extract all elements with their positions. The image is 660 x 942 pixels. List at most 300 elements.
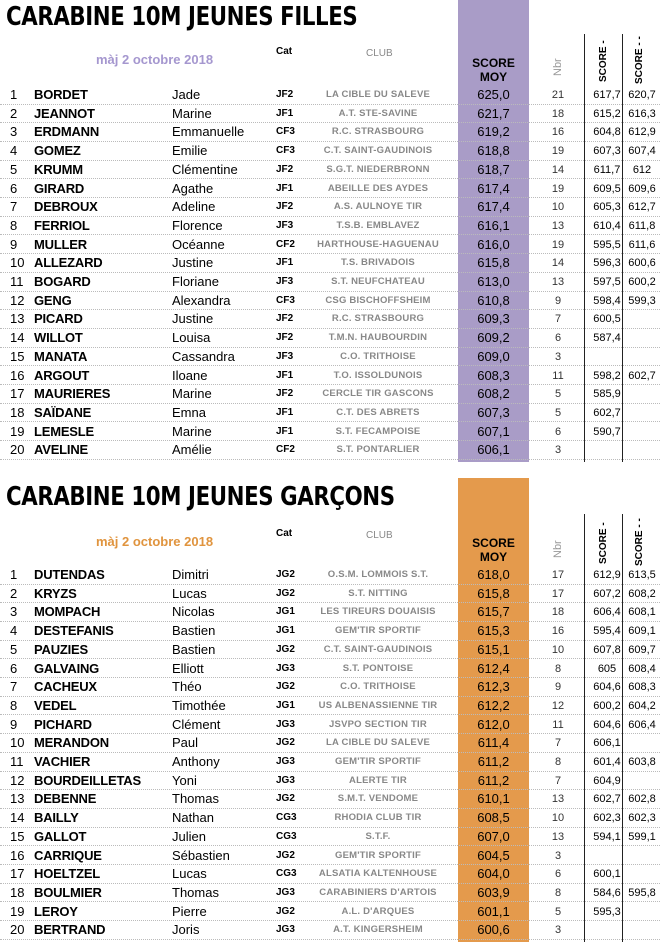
- last-name-cell: DUTENDAS: [34, 567, 105, 582]
- score-minus-minus-cell: 602,8: [628, 793, 656, 806]
- match-count-cell: 21: [551, 89, 565, 101]
- score-minus-cell: 600,1: [593, 868, 621, 881]
- average-score-cell: 625,0: [477, 87, 510, 102]
- score-minus-cell: 600,5: [593, 313, 621, 326]
- match-count-cell: 6: [554, 868, 562, 881]
- average-score-cell: 615,1: [477, 641, 510, 657]
- last-name-cell: BOGARD: [34, 274, 91, 289]
- club-cell: ALERTE TIR: [349, 774, 407, 786]
- boys-update-date: màj 2 octobre 2018: [96, 534, 214, 549]
- score-minus-cell: 604,9: [593, 774, 621, 787]
- girls-section: [0, 0, 660, 462]
- average-score-cell: 607,1: [477, 423, 510, 439]
- average-score-cell: 604,0: [477, 866, 510, 882]
- first-name-cell: Elliott: [172, 660, 204, 676]
- last-name-cell: HOELTZEL: [34, 866, 101, 882]
- club-cell: A.S. AULNOYE TIR: [333, 201, 423, 213]
- rank-cell: 14: [10, 810, 25, 826]
- category-cell: JG2: [276, 643, 295, 655]
- table-row: [0, 198, 660, 217]
- rank-cell: 13: [10, 791, 25, 807]
- score-minus-minus-cell: 599,3: [628, 294, 656, 307]
- table-row: [0, 678, 660, 697]
- score-minus-cell: 595,5: [593, 238, 621, 251]
- match-count-cell: 8: [554, 662, 562, 675]
- club-cell: S.M.T. VENDOME: [337, 793, 419, 805]
- rank-cell: 17: [10, 866, 25, 882]
- club-cell: R.C. STRASBOURG: [331, 126, 425, 138]
- last-name-cell: BORDET: [34, 87, 88, 102]
- table-row: [0, 367, 660, 386]
- club-cell: GEM'TIR SPORTIF: [334, 849, 421, 861]
- table-row: [0, 828, 660, 847]
- score-minus-minus-cell: 608,3: [628, 681, 656, 694]
- last-name-cell: BOULMIER: [34, 884, 102, 900]
- first-name-cell: Jade: [172, 87, 201, 102]
- first-name-cell: Thomas: [172, 791, 219, 807]
- rank-cell: 8: [10, 697, 18, 713]
- table-row: [0, 790, 660, 809]
- rank-cell: 12: [10, 292, 25, 308]
- club-cell: ALSATIA KALTENHOUSE: [318, 868, 438, 880]
- girls-title: CARABINE 10M JEUNES FILLES: [6, 2, 358, 32]
- category-cell: JG1: [276, 606, 295, 618]
- first-name-cell: Anthony: [172, 754, 220, 769]
- rank-cell: 9: [10, 716, 18, 732]
- rank-cell: 20: [10, 442, 25, 458]
- average-score-cell: 611,4: [477, 735, 510, 751]
- match-count-cell: 3: [554, 350, 562, 363]
- rank-cell: 4: [10, 143, 18, 159]
- last-name-cell: KRYZS: [34, 585, 77, 601]
- category-cell: JF3: [276, 350, 294, 362]
- score-minus-cell: 606,1: [593, 737, 621, 750]
- rank-cell: 1: [10, 87, 18, 102]
- club-cell: C.O. TRITHOISE: [340, 681, 416, 693]
- average-score-cell: 613,0: [477, 274, 510, 289]
- match-count-cell: 5: [554, 406, 562, 419]
- club-cell: LES TIREURS DOUAISIS: [320, 606, 436, 618]
- first-name-cell: Justine: [172, 255, 214, 271]
- average-score-cell: 612,3: [477, 679, 510, 695]
- table-row: [0, 180, 660, 199]
- average-score-cell: 609,2: [477, 330, 510, 346]
- boys-title: CARABINE 10M JEUNES GARÇONS: [6, 482, 395, 512]
- score-minus-minus-cell: 612,7: [628, 201, 656, 214]
- average-score-cell: 618,7: [477, 161, 510, 177]
- category-cell: JG1: [276, 699, 295, 711]
- last-name-cell: DEBENNE: [34, 791, 97, 807]
- score-minus-cell: 595,3: [593, 905, 621, 918]
- rank-cell: 5: [10, 641, 18, 657]
- match-count-cell: 12: [551, 699, 565, 712]
- last-name-cell: BOURDEILLETAS: [34, 772, 141, 788]
- match-count-cell: 10: [551, 812, 565, 825]
- match-count-cell: 11: [552, 369, 564, 382]
- average-score-cell: 606,1: [477, 442, 510, 458]
- match-count-cell: 14: [551, 163, 565, 176]
- first-name-cell: Amélie: [172, 442, 212, 458]
- score-minus-minus-cell: 600,6: [628, 257, 656, 270]
- table-row: [0, 348, 660, 367]
- last-name-cell: MANATA: [34, 348, 88, 364]
- score-minus-cell: 595,4: [593, 625, 621, 638]
- score-minus-cell: 590,7: [593, 425, 621, 438]
- score-minus-cell: 612,9: [593, 569, 621, 581]
- club-cell: C.O. TRITHOISE: [340, 350, 416, 362]
- table-row: [0, 142, 660, 161]
- score-minus-minus-cell: 606,4: [628, 718, 656, 731]
- score-minus-cell: 606,4: [593, 606, 621, 619]
- rank-cell: 13: [10, 311, 25, 327]
- match-count-cell: 6: [554, 425, 562, 438]
- match-count-cell: 19: [551, 145, 565, 158]
- last-name-cell: CARRIQUE: [34, 847, 102, 863]
- club-cell: A.T. KINGERSHEIM: [333, 924, 423, 936]
- score-minus-minus-cell: 608,4: [628, 662, 656, 675]
- average-score-cell: 609,0: [477, 348, 510, 364]
- rank-cell: 19: [10, 423, 25, 439]
- match-count-cell: 8: [554, 886, 562, 899]
- last-name-cell: SAÏDANE: [34, 404, 92, 420]
- last-name-cell: BERTRAND: [34, 922, 106, 938]
- category-cell: JF1: [276, 406, 294, 418]
- rank-cell: 18: [10, 884, 25, 900]
- last-name-cell: ARGOUT: [34, 367, 90, 383]
- category-cell: JF1: [276, 257, 294, 269]
- table-row: [0, 329, 660, 348]
- club-cell: RHODIA CLUB TIR: [334, 812, 422, 824]
- score-minus-minus-cell: 602,3: [628, 812, 656, 825]
- boys-section: [0, 478, 660, 942]
- club-cell: S.T. FECAMPOISE: [335, 425, 421, 437]
- score-minus-cell: 610,4: [593, 219, 621, 232]
- club-cell: S.T. PONTARLIER: [336, 444, 420, 456]
- table-row: [0, 217, 660, 236]
- rank-cell: 7: [10, 199, 18, 215]
- score-minus-cell: 607,8: [593, 643, 621, 656]
- match-count-cell: 5: [554, 905, 562, 918]
- boys-header-club: CLUB: [366, 530, 393, 541]
- match-count-cell: 17: [551, 569, 565, 581]
- club-cell: A.T. STE-SAVINE: [338, 107, 418, 119]
- first-name-cell: Océanne: [172, 236, 225, 252]
- first-name-cell: Emna: [172, 404, 206, 420]
- score-minus-cell: 587,4: [593, 332, 621, 345]
- girls-header-score1: SCORE -: [598, 40, 609, 82]
- score-minus-cell: 597,5: [593, 276, 621, 288]
- first-name-cell: Cassandra: [172, 348, 235, 364]
- last-name-cell: GALVAING: [34, 660, 100, 676]
- rank-cell: 14: [10, 330, 25, 346]
- last-name-cell: MERANDON: [34, 735, 109, 751]
- average-score-cell: 611,2: [477, 772, 510, 788]
- table-row: [0, 123, 660, 142]
- last-name-cell: PICHARD: [34, 716, 92, 732]
- match-count-cell: 6: [554, 332, 562, 345]
- match-count-cell: 8: [554, 756, 562, 768]
- match-count-cell: 7: [554, 313, 562, 326]
- score-minus-cell: 617,7: [593, 89, 621, 101]
- first-name-cell: Sébastien: [172, 847, 230, 863]
- club-cell: T.S.B. EMBLAVEZ: [336, 219, 420, 231]
- club-cell: ABEILLE DES AYDES: [327, 182, 429, 194]
- table-row: [0, 254, 660, 273]
- first-name-cell: Julien: [172, 828, 206, 844]
- rank-cell: 15: [10, 828, 25, 844]
- score-minus-minus-cell: 612,9: [628, 126, 656, 139]
- average-score-cell: 601,1: [477, 903, 510, 919]
- score-minus-minus-cell: 608,1: [628, 606, 656, 619]
- rank-cell: 4: [10, 623, 18, 639]
- category-cell: JF1: [276, 107, 294, 119]
- average-score-cell: 618,0: [477, 567, 510, 582]
- table-row: [0, 847, 660, 866]
- category-cell: JG2: [276, 569, 295, 580]
- rank-cell: 8: [10, 217, 18, 233]
- category-cell: JG2: [276, 793, 295, 805]
- score-minus-minus-cell: 612: [632, 163, 652, 176]
- average-score-cell: 612,2: [477, 697, 510, 713]
- rank-cell: 16: [10, 367, 25, 383]
- rank-cell: 16: [10, 847, 25, 863]
- match-count-cell: 3: [554, 924, 562, 937]
- average-score-cell: 618,8: [477, 143, 510, 159]
- match-count-cell: 10: [551, 643, 565, 656]
- score-minus-cell: 611,7: [593, 163, 621, 176]
- first-name-cell: Florence: [172, 217, 223, 233]
- category-cell: JF1: [276, 182, 294, 194]
- rank-cell: 1: [10, 567, 18, 582]
- score-minus-minus-cell: 607,4: [628, 145, 656, 158]
- match-count-cell: 16: [551, 126, 565, 139]
- score-minus-minus-cell: 609,6: [628, 182, 656, 195]
- boys-header-score: SCORE MOY: [472, 536, 515, 564]
- last-name-cell: MOMPACH: [34, 604, 101, 620]
- score-minus-cell: 584,6: [593, 886, 621, 899]
- first-name-cell: Clément: [172, 716, 221, 732]
- girls-header-nbr: Nbr: [552, 58, 564, 76]
- score-minus-minus-cell: 620,7: [628, 89, 656, 101]
- club-cell: S.G.T. NIEDERBRONN: [326, 163, 430, 175]
- last-name-cell: LEROY: [34, 903, 78, 919]
- score-minus-cell: 602,3: [593, 812, 621, 825]
- girls-header-club: CLUB: [366, 48, 393, 59]
- table-row: [0, 903, 660, 922]
- girls-header-score2: SCORE - -: [634, 36, 645, 84]
- first-name-cell: Dimitri: [172, 567, 209, 582]
- boys-header-cat: Cat: [276, 528, 293, 539]
- table-row: [0, 772, 660, 791]
- table-row: [0, 423, 660, 442]
- rank-cell: 12: [10, 772, 25, 788]
- average-score-cell: 612,0: [477, 716, 510, 732]
- average-score-cell: 612,4: [477, 660, 510, 676]
- table-row: [0, 292, 660, 311]
- match-count-cell: 5: [554, 388, 562, 401]
- score-minus-cell: 594,1: [593, 830, 621, 843]
- first-name-cell: Lucas: [172, 585, 207, 601]
- category-cell: CF3: [276, 294, 295, 306]
- club-cell: LA CIBLE DU SALEVE: [325, 737, 431, 749]
- boys-header-nbr: Nbr: [552, 540, 564, 558]
- club-cell: C.T. SAINT-GAUDINOIS: [323, 145, 433, 157]
- first-name-cell: Joris: [172, 922, 200, 938]
- match-count-cell: 13: [551, 276, 565, 288]
- table-row: [0, 716, 660, 735]
- average-score-cell: 615,8: [477, 585, 510, 601]
- last-name-cell: PAUZIES: [34, 641, 88, 657]
- average-score-cell: 610,1: [477, 791, 510, 807]
- table-row: [0, 921, 660, 940]
- category-cell: JG2: [276, 737, 295, 749]
- category-cell: JG3: [276, 774, 295, 786]
- rank-cell: 7: [10, 679, 18, 695]
- category-cell: JG2: [276, 905, 295, 917]
- rank-cell: 3: [10, 604, 18, 620]
- rank-cell: 6: [10, 180, 18, 196]
- girls-update-date: màj 2 octobre 2018: [96, 52, 214, 67]
- first-name-cell: Thomas: [172, 884, 219, 900]
- club-cell: LA CIBLE DU SALEVE: [325, 89, 431, 100]
- score-minus-cell: 601,4: [593, 756, 621, 768]
- last-name-cell: WILLOT: [34, 330, 83, 346]
- first-name-cell: Paul: [172, 735, 199, 751]
- rank-cell: 11: [10, 754, 24, 769]
- match-count-cell: 3: [554, 444, 562, 457]
- table-row: [0, 566, 660, 585]
- category-cell: JF2: [276, 201, 294, 213]
- score-minus-cell: 605,3: [593, 201, 621, 214]
- score-minus-cell: 604,8: [593, 126, 621, 139]
- first-name-cell: Théo: [172, 679, 202, 695]
- last-name-cell: GENG: [34, 292, 72, 308]
- first-name-cell: Timothée: [172, 697, 226, 713]
- table-row: [0, 884, 660, 903]
- girls-header-cat: Cat: [276, 46, 293, 57]
- rank-cell: 9: [10, 236, 18, 252]
- average-score-cell: 607,3: [477, 404, 510, 420]
- table-row: [0, 809, 660, 828]
- first-name-cell: Nicolas: [172, 604, 215, 620]
- club-cell: S.T. NITTING: [348, 587, 408, 599]
- club-cell: A.L. D'ARQUES: [341, 905, 415, 917]
- match-count-cell: 17: [551, 587, 565, 600]
- match-count-cell: 18: [551, 107, 565, 120]
- last-name-cell: FERRIOL: [34, 217, 90, 233]
- club-cell: CARABINIERS D'ARTOIS: [319, 886, 437, 898]
- average-score-cell: 615,3: [477, 623, 510, 639]
- boys-header-score1: SCORE -: [598, 522, 609, 564]
- club-cell: C.T. DES ABRETS: [336, 406, 420, 418]
- score-minus-minus-cell: 603,8: [628, 756, 656, 768]
- score-minus-cell: 600,2: [593, 699, 621, 712]
- match-count-cell: 9: [554, 294, 562, 307]
- rank-cell: 17: [10, 386, 25, 402]
- club-cell: HARTHOUSE-HAGUENAU: [317, 238, 439, 250]
- category-cell: CF3: [276, 145, 295, 157]
- first-name-cell: Justine: [172, 311, 214, 327]
- first-name-cell: Floriane: [172, 274, 219, 289]
- category-cell: JG1: [276, 625, 295, 637]
- table-row: [0, 236, 660, 255]
- rank-cell: 18: [10, 404, 25, 420]
- table-row: [0, 641, 660, 660]
- category-cell: CG3: [276, 830, 297, 842]
- score-minus-minus-cell: 600,2: [628, 276, 656, 288]
- average-score-cell: 615,7: [477, 604, 510, 620]
- category-cell: JF2: [276, 313, 294, 325]
- average-score-cell: 608,5: [477, 810, 510, 826]
- club-cell: S.T.F.: [365, 830, 391, 842]
- first-name-cell: Marine: [172, 423, 212, 439]
- table-row: [0, 660, 660, 679]
- club-cell: S.T. NEUFCHATEAU: [331, 276, 425, 287]
- score-minus-minus-cell: 602,7: [628, 369, 656, 382]
- last-name-cell: VACHIER: [34, 754, 91, 769]
- table-row: [0, 385, 660, 404]
- first-name-cell: Marine: [172, 105, 212, 121]
- average-score-cell: 617,4: [477, 199, 510, 215]
- average-score-cell: 603,9: [477, 884, 510, 900]
- last-name-cell: BAILLY: [34, 810, 79, 826]
- score-minus-cell: 604,6: [593, 718, 621, 731]
- score-minus-cell: 607,3: [593, 145, 621, 158]
- club-cell: S.T. PONTOISE: [342, 662, 414, 674]
- average-score-cell: 616,1: [477, 217, 510, 233]
- category-cell: JG2: [276, 587, 295, 599]
- last-name-cell: LEMESLE: [34, 423, 94, 439]
- club-cell: T.O. ISSOLDUNOIS: [333, 369, 423, 381]
- category-cell: JG3: [276, 718, 295, 730]
- table-row: [0, 753, 660, 772]
- category-cell: JF1: [276, 425, 294, 437]
- match-count-cell: 13: [551, 830, 565, 843]
- average-score-cell: 600,6: [477, 922, 510, 938]
- club-cell: T.M.N. HAUBOURDIN: [328, 332, 428, 344]
- first-name-cell: Clémentine: [172, 161, 238, 177]
- average-score-cell: 610,8: [477, 292, 510, 308]
- first-name-cell: Iloane: [172, 367, 208, 383]
- score-minus-minus-cell: 611,8: [628, 219, 656, 232]
- match-count-cell: 19: [551, 182, 565, 195]
- table-row: [0, 441, 660, 460]
- score-minus-cell: 609,5: [593, 182, 621, 195]
- match-count-cell: 7: [554, 774, 562, 787]
- category-cell: JF2: [276, 332, 294, 344]
- first-name-cell: Emilie: [172, 143, 208, 159]
- rank-cell: 5: [10, 161, 18, 177]
- match-count-cell: 11: [552, 718, 564, 731]
- score-minus-cell: 585,9: [593, 388, 621, 401]
- score-minus-minus-cell: 608,2: [628, 587, 656, 600]
- rank-cell: 11: [10, 274, 24, 289]
- first-name-cell: Lucas: [172, 866, 207, 882]
- average-score-cell: 608,2: [477, 386, 510, 402]
- score-minus-cell: 602,7: [593, 793, 621, 806]
- rank-cell: 2: [10, 585, 18, 601]
- first-name-cell: Agathe: [172, 180, 214, 196]
- table-row: [0, 86, 660, 105]
- girls-header-score: SCORE MOY: [472, 56, 515, 84]
- club-cell: T.S. BRIVADOIS: [341, 257, 415, 269]
- match-count-cell: 13: [551, 793, 565, 806]
- club-cell: US ALBENASSIENNE TIR: [318, 699, 438, 711]
- average-score-cell: 609,3: [477, 311, 510, 327]
- first-name-cell: Emmanuelle: [172, 124, 245, 140]
- average-score-cell: 621,7: [477, 105, 510, 121]
- last-name-cell: MAURIERES: [34, 386, 111, 402]
